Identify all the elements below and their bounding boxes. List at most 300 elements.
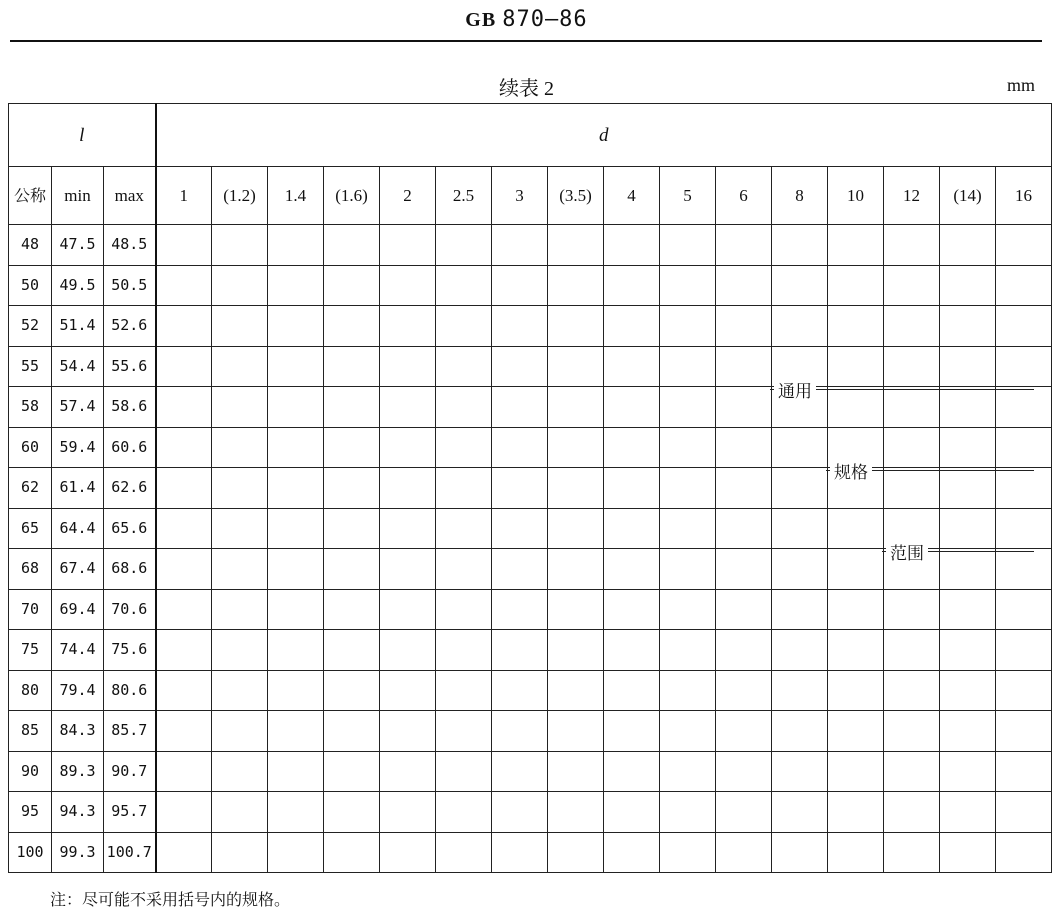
- blank-cell: [548, 508, 604, 549]
- min-cell: 51.4: [52, 306, 104, 347]
- max-cell: 62.6: [104, 468, 156, 509]
- blank-cell: [268, 711, 324, 752]
- blank-cell: [940, 468, 996, 509]
- blank-cell: [772, 832, 828, 873]
- table-row: [9, 387, 1052, 428]
- blank-cell: [548, 589, 604, 630]
- blank-cell: [884, 346, 940, 387]
- table-title: 续表 2: [499, 78, 554, 100]
- blank-cell: [436, 306, 492, 347]
- table-row: [9, 468, 1052, 509]
- table-row: [9, 670, 1052, 711]
- blank-cell: [492, 225, 548, 266]
- blank-cell: [604, 346, 660, 387]
- blank-cell: [996, 792, 1052, 833]
- blank-cell: [492, 346, 548, 387]
- blank-cell: [268, 792, 324, 833]
- blank-cell: [660, 225, 716, 266]
- max-cell: 80.6: [104, 670, 156, 711]
- blank-cell: [380, 225, 436, 266]
- blank-cell: [492, 792, 548, 833]
- blank-cell: [716, 630, 772, 671]
- max-cell: 75.6: [104, 630, 156, 671]
- blank-cell: [660, 387, 716, 428]
- max-cell: 58.6: [104, 387, 156, 428]
- blank-cell: [828, 670, 884, 711]
- blank-cell: [548, 832, 604, 873]
- blank-cell: [996, 751, 1052, 792]
- blank-cell: [772, 630, 828, 671]
- blank-cell: [380, 508, 436, 549]
- blank-cell: [212, 427, 268, 468]
- blank-cell: [380, 751, 436, 792]
- max-cell: 85.7: [104, 711, 156, 752]
- d-col-header: 2.5: [436, 167, 492, 225]
- blank-cell: [380, 427, 436, 468]
- blank-cell: [156, 792, 212, 833]
- max-cell: 52.6: [104, 306, 156, 347]
- blank-cell: [436, 670, 492, 711]
- blank-cell: [772, 306, 828, 347]
- blank-cell: [940, 306, 996, 347]
- blank-cell: [268, 751, 324, 792]
- footnote: 注：尽可能不采用括号内的规格。: [50, 890, 291, 909]
- table-row: [9, 589, 1052, 630]
- blank-cell: [212, 468, 268, 509]
- nominal-cell: 75: [9, 630, 52, 671]
- blank-cell: [604, 589, 660, 630]
- blank-cell: [212, 387, 268, 428]
- blank-cell: [772, 589, 828, 630]
- nominal-cell: 85: [9, 711, 52, 752]
- blank-cell: [324, 265, 380, 306]
- blank-cell: [828, 549, 884, 590]
- blank-cell: [436, 630, 492, 671]
- blank-cell: [716, 751, 772, 792]
- blank-cell: [660, 306, 716, 347]
- blank-cell: [548, 306, 604, 347]
- nominal-cell: 65: [9, 508, 52, 549]
- blank-cell: [996, 711, 1052, 752]
- blank-cell: [548, 751, 604, 792]
- blank-cell: [548, 792, 604, 833]
- blank-cell: [548, 387, 604, 428]
- d-col-header: 6: [716, 167, 772, 225]
- blank-cell: [828, 832, 884, 873]
- blank-cell: [884, 792, 940, 833]
- blank-cell: [604, 225, 660, 266]
- blank-cell: [828, 711, 884, 752]
- nominal-header: 公称: [9, 167, 52, 225]
- blank-cell: [996, 225, 1052, 266]
- blank-cell: [996, 670, 1052, 711]
- blank-cell: [996, 306, 1052, 347]
- blank-cell: [492, 549, 548, 590]
- blank-cell: [324, 346, 380, 387]
- blank-cell: [324, 225, 380, 266]
- table-row: [9, 630, 1052, 671]
- blank-cell: [772, 711, 828, 752]
- blank-cell: [660, 630, 716, 671]
- nominal-cell: 55: [9, 346, 52, 387]
- d-col-header: 5: [660, 167, 716, 225]
- nominal-cell: 90: [9, 751, 52, 792]
- blank-cell: [548, 225, 604, 266]
- blank-cell: [884, 306, 940, 347]
- d-col-header: 4: [604, 167, 660, 225]
- max-header: max: [104, 167, 156, 225]
- blank-cell: [268, 346, 324, 387]
- blank-cell: [324, 670, 380, 711]
- d-col-header: 16: [996, 167, 1052, 225]
- min-cell: 67.4: [52, 549, 104, 590]
- blank-cell: [996, 427, 1052, 468]
- blank-cell: [828, 589, 884, 630]
- blank-cell: [604, 832, 660, 873]
- blank-cell: [380, 346, 436, 387]
- blank-cell: [492, 306, 548, 347]
- blank-cell: [324, 549, 380, 590]
- blank-cell: [604, 549, 660, 590]
- blank-cell: [212, 306, 268, 347]
- min-cell: 69.4: [52, 589, 104, 630]
- blank-cell: [436, 589, 492, 630]
- blank-cell: [324, 508, 380, 549]
- blank-cell: [268, 630, 324, 671]
- d-col-header: (3.5): [548, 167, 604, 225]
- nominal-cell: 70: [9, 589, 52, 630]
- d-header: d: [156, 104, 1052, 167]
- blank-cell: [604, 630, 660, 671]
- blank-cell: [996, 630, 1052, 671]
- table-row: [9, 306, 1052, 347]
- nominal-cell: 58: [9, 387, 52, 428]
- blank-cell: [716, 427, 772, 468]
- min-cell: 59.4: [52, 427, 104, 468]
- blank-cell: [940, 549, 996, 590]
- blank-cell: [660, 265, 716, 306]
- blank-cell: [940, 792, 996, 833]
- blank-cell: [772, 468, 828, 509]
- d-col-header: 1.4: [268, 167, 324, 225]
- blank-cell: [660, 589, 716, 630]
- min-cell: 49.5: [52, 265, 104, 306]
- blank-cell: [604, 670, 660, 711]
- min-cell: 47.5: [52, 225, 104, 266]
- blank-cell: [940, 670, 996, 711]
- blank-cell: [324, 306, 380, 347]
- min-cell: 61.4: [52, 468, 104, 509]
- min-cell: 99.3: [52, 832, 104, 873]
- blank-cell: [660, 832, 716, 873]
- d-col-header: 8: [772, 167, 828, 225]
- min-cell: 54.4: [52, 346, 104, 387]
- blank-cell: [828, 306, 884, 347]
- d-col-header: 2: [380, 167, 436, 225]
- blank-cell: [492, 670, 548, 711]
- blank-cell: [492, 711, 548, 752]
- d-col-header: 3: [492, 167, 548, 225]
- blank-cell: [380, 670, 436, 711]
- blank-cell: [996, 346, 1052, 387]
- nominal-cell: 80: [9, 670, 52, 711]
- max-cell: 55.6: [104, 346, 156, 387]
- blank-cell: [212, 225, 268, 266]
- blank-cell: [156, 427, 212, 468]
- blank-cell: [268, 427, 324, 468]
- blank-cell: [604, 508, 660, 549]
- blank-cell: [548, 549, 604, 590]
- blank-cell: [604, 468, 660, 509]
- blank-cell: [324, 751, 380, 792]
- blank-cell: [548, 630, 604, 671]
- blank-cell: [716, 832, 772, 873]
- min-cell: 64.4: [52, 508, 104, 549]
- blank-cell: [156, 832, 212, 873]
- table-row: [9, 751, 1052, 792]
- blank-cell: [212, 549, 268, 590]
- blank-cell: [884, 468, 940, 509]
- table-row: [9, 225, 1052, 266]
- min-cell: 84.3: [52, 711, 104, 752]
- blank-cell: [716, 589, 772, 630]
- blank-cell: [940, 387, 996, 428]
- blank-cell: [156, 346, 212, 387]
- blank-cell: [156, 468, 212, 509]
- max-cell: 60.6: [104, 427, 156, 468]
- blank-cell: [436, 792, 492, 833]
- min-cell: 89.3: [52, 751, 104, 792]
- blank-cell: [996, 265, 1052, 306]
- blank-cell: [212, 711, 268, 752]
- blank-cell: [996, 589, 1052, 630]
- blank-cell: [996, 549, 1052, 590]
- blank-cell: [324, 468, 380, 509]
- blank-cell: [436, 265, 492, 306]
- max-cell: 68.6: [104, 549, 156, 590]
- blank-cell: [268, 225, 324, 266]
- blank-cell: [716, 508, 772, 549]
- max-cell: 70.6: [104, 589, 156, 630]
- blank-cell: [884, 670, 940, 711]
- standard-code: [0, 6, 1053, 32]
- blank-cell: [940, 346, 996, 387]
- unit-label: mm: [1006, 75, 1035, 95]
- blank-cell: [828, 630, 884, 671]
- blank-cell: [156, 508, 212, 549]
- blank-cell: [548, 346, 604, 387]
- blank-cell: [436, 832, 492, 873]
- blank-cell: [716, 387, 772, 428]
- blank-cell: [660, 792, 716, 833]
- d-col-header: 10: [828, 167, 884, 225]
- blank-cell: [324, 792, 380, 833]
- annotation-range: 范围: [886, 539, 928, 564]
- d-col-header: (1.2): [212, 167, 268, 225]
- blank-cell: [884, 589, 940, 630]
- blank-cell: [492, 427, 548, 468]
- table-row: [9, 711, 1052, 752]
- nominal-cell: 52: [9, 306, 52, 347]
- blank-cell: [212, 832, 268, 873]
- blank-cell: [660, 468, 716, 509]
- blank-cell: [380, 468, 436, 509]
- blank-cell: [156, 387, 212, 428]
- blank-cell: [716, 225, 772, 266]
- top-rule: [10, 40, 1042, 42]
- blank-cell: [660, 427, 716, 468]
- blank-cell: [884, 427, 940, 468]
- blank-cell: [268, 832, 324, 873]
- blank-cell: [380, 549, 436, 590]
- blank-cell: [436, 468, 492, 509]
- blank-cell: [884, 265, 940, 306]
- blank-cell: [380, 792, 436, 833]
- blank-cell: [772, 792, 828, 833]
- nominal-cell: 68: [9, 549, 52, 590]
- blank-cell: [772, 225, 828, 266]
- blank-cell: [660, 670, 716, 711]
- blank-cell: [380, 306, 436, 347]
- blank-cell: [604, 387, 660, 428]
- blank-cell: [772, 427, 828, 468]
- blank-cell: [436, 387, 492, 428]
- standard-number: 870—86: [502, 7, 588, 32]
- blank-cell: [828, 751, 884, 792]
- table-row: [9, 832, 1052, 873]
- blank-cell: [212, 508, 268, 549]
- d-col-header: 12: [884, 167, 940, 225]
- max-cell: 65.6: [104, 508, 156, 549]
- blank-cell: [996, 508, 1052, 549]
- blank-cell: [212, 630, 268, 671]
- blank-cell: [156, 549, 212, 590]
- blank-cell: [604, 711, 660, 752]
- blank-cell: [492, 832, 548, 873]
- min-cell: 79.4: [52, 670, 104, 711]
- blank-cell: [548, 711, 604, 752]
- blank-cell: [828, 225, 884, 266]
- nominal-cell: 48: [9, 225, 52, 266]
- blank-cell: [268, 549, 324, 590]
- standard-prefix: GB: [465, 9, 497, 31]
- blank-cell: [940, 711, 996, 752]
- blank-cell: [716, 792, 772, 833]
- table-row: [9, 265, 1052, 306]
- blank-cell: [156, 265, 212, 306]
- blank-cell: [996, 387, 1052, 428]
- nominal-cell: 95: [9, 792, 52, 833]
- blank-cell: [380, 832, 436, 873]
- blank-cell: [212, 792, 268, 833]
- blank-cell: [884, 751, 940, 792]
- blank-cell: [156, 589, 212, 630]
- table-row: [9, 346, 1052, 387]
- blank-cell: [660, 711, 716, 752]
- blank-cell: [156, 711, 212, 752]
- blank-cell: [324, 832, 380, 873]
- blank-cell: [212, 751, 268, 792]
- blank-cell: [940, 589, 996, 630]
- blank-cell: [324, 589, 380, 630]
- min-cell: 74.4: [52, 630, 104, 671]
- blank-cell: [268, 306, 324, 347]
- max-cell: 100.7: [104, 832, 156, 873]
- blank-cell: [492, 468, 548, 509]
- max-cell: 95.7: [104, 792, 156, 833]
- blank-cell: [604, 265, 660, 306]
- blank-cell: [716, 306, 772, 347]
- blank-cell: [828, 792, 884, 833]
- blank-cell: [940, 751, 996, 792]
- blank-cell: [828, 346, 884, 387]
- blank-cell: [324, 427, 380, 468]
- blank-cell: [940, 832, 996, 873]
- blank-cell: [492, 630, 548, 671]
- blank-cell: [548, 468, 604, 509]
- d-col-header: (14): [940, 167, 996, 225]
- blank-cell: [548, 265, 604, 306]
- blank-cell: [436, 346, 492, 387]
- blank-cell: [716, 265, 772, 306]
- blank-cell: [268, 589, 324, 630]
- blank-cell: [268, 387, 324, 428]
- min-header: min: [52, 167, 104, 225]
- table-row: [9, 427, 1052, 468]
- blank-cell: [940, 427, 996, 468]
- blank-cell: [772, 670, 828, 711]
- blank-cell: [324, 630, 380, 671]
- blank-cell: [772, 549, 828, 590]
- blank-cell: [772, 265, 828, 306]
- blank-cell: [660, 346, 716, 387]
- blank-cell: [436, 225, 492, 266]
- blank-cell: [996, 832, 1052, 873]
- blank-cell: [324, 711, 380, 752]
- blank-cell: [268, 265, 324, 306]
- blank-cell: [156, 630, 212, 671]
- blank-cell: [940, 225, 996, 266]
- blank-cell: [156, 751, 212, 792]
- blank-cell: [660, 549, 716, 590]
- blank-cell: [884, 387, 940, 428]
- l-header: l: [9, 104, 156, 167]
- blank-cell: [492, 265, 548, 306]
- blank-cell: [884, 630, 940, 671]
- blank-cell: [884, 711, 940, 752]
- blank-cell: [212, 265, 268, 306]
- blank-cell: [604, 792, 660, 833]
- blank-cell: [156, 670, 212, 711]
- d-col-header: 1: [156, 167, 212, 225]
- blank-cell: [716, 468, 772, 509]
- blank-cell: [436, 711, 492, 752]
- blank-cell: [660, 508, 716, 549]
- blank-cell: [940, 265, 996, 306]
- blank-cell: [940, 508, 996, 549]
- blank-cell: [492, 751, 548, 792]
- nominal-cell: 62: [9, 468, 52, 509]
- annotation-spec: 规格: [830, 458, 872, 483]
- blank-cell: [604, 306, 660, 347]
- spec-table: [8, 103, 1052, 873]
- blank-cell: [828, 265, 884, 306]
- blank-cell: [884, 832, 940, 873]
- blank-cell: [380, 589, 436, 630]
- min-cell: 94.3: [52, 792, 104, 833]
- blank-cell: [212, 589, 268, 630]
- blank-cell: [492, 387, 548, 428]
